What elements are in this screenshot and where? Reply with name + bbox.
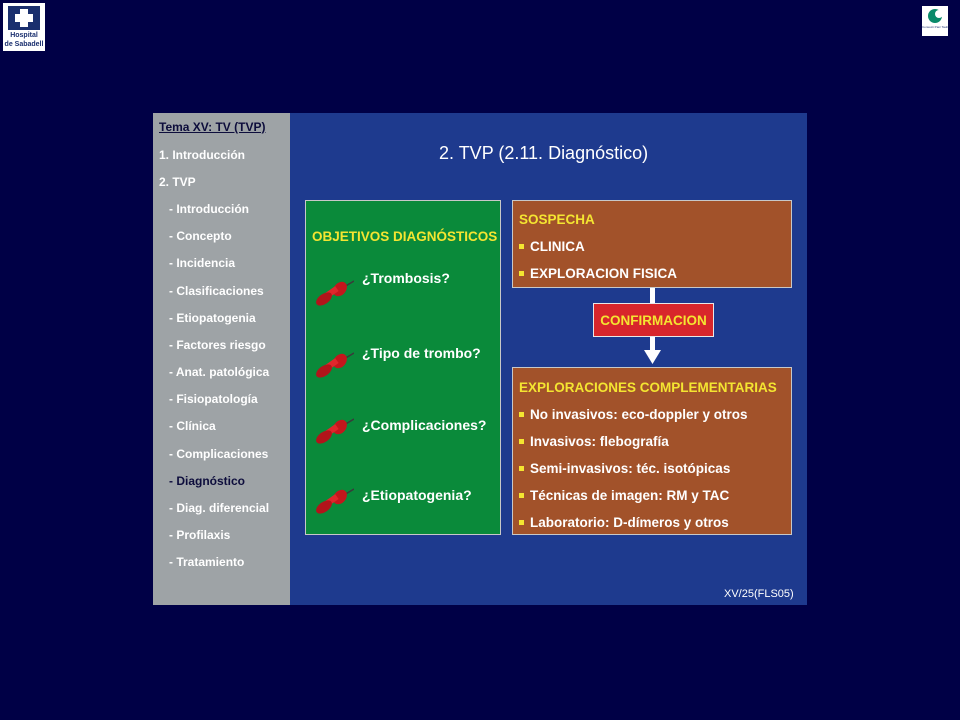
- sidebar-item-introduccion-1[interactable]: 1. Introducción: [159, 148, 246, 162]
- question-tipo-trombo: ¿Tipo de trombo?: [362, 345, 481, 361]
- exploraciones-item: [519, 461, 730, 476]
- sidebar-item-introduccion[interactable]: - Introducción: [169, 202, 249, 216]
- exploraciones-item: [519, 434, 669, 449]
- connector-line-upper: [650, 288, 655, 303]
- sospecha-item: [519, 239, 585, 254]
- consorci-logo-text: Consorci Parc Taulí: [922, 25, 948, 29]
- exploraciones-item-text: Laboratorio: D-dímeros y otros: [530, 515, 729, 530]
- exploraciones-box: [512, 367, 792, 535]
- square-bullet-icon: [519, 271, 524, 276]
- sospecha-box: [512, 200, 792, 288]
- objetivos-title: OBJETIVOS DIAGNÓSTICOS: [312, 229, 498, 244]
- hospital-cross-icon: [8, 6, 40, 30]
- pushpin-icon: [314, 485, 354, 517]
- exploraciones-title: EXPLORACIONES COMPLEMENTARIAS: [519, 380, 777, 395]
- sidebar-item-diag-diferencial[interactable]: - Diag. diferencial: [169, 501, 270, 515]
- question-complicaciones: ¿Complicaciones?: [362, 417, 487, 433]
- exploraciones-item-text: Técnicas de imagen: RM y TAC: [530, 488, 730, 503]
- exploraciones-item-text: No invasivos: eco-doppler y otros: [530, 407, 748, 422]
- pushpin-icon: [314, 349, 354, 381]
- square-bullet-icon: [519, 520, 524, 525]
- pushpin-icon: [314, 277, 354, 309]
- sidebar-item-incidencia[interactable]: - Incidencia: [169, 256, 236, 270]
- hospital-logo: [3, 3, 45, 51]
- consorci-mark-icon: [922, 6, 948, 26]
- exploraciones-item-text: Invasivos: flebografía: [530, 434, 669, 449]
- pushpin-icon: [314, 415, 354, 447]
- sidebar-item-fisiopatologia[interactable]: - Fisiopatología: [169, 392, 258, 406]
- square-bullet-icon: [519, 493, 524, 498]
- sospecha-item: [519, 266, 677, 281]
- sidebar-item-tvp[interactable]: 2. TVP: [159, 175, 196, 189]
- sidebar-item-etiopatogenia[interactable]: - Etiopatogenia: [169, 311, 256, 325]
- question-etiopatogenia: ¿Etiopatogenia?: [362, 487, 472, 503]
- exploraciones-item: [519, 515, 729, 530]
- sidebar-item-concepto[interactable]: - Concepto: [169, 229, 232, 243]
- sidebar-item-clasificaciones[interactable]: - Clasificaciones: [169, 284, 264, 298]
- sidebar-item-anat-patologica[interactable]: - Anat. patológica: [169, 365, 270, 379]
- slide: [153, 113, 807, 605]
- sidebar-topic-title[interactable]: Tema XV: TV (TVP): [159, 120, 266, 134]
- objetivos-box: [305, 200, 501, 535]
- exploraciones-item-text: Semi-invasivos: téc. isotópicas: [530, 461, 731, 476]
- sospecha-item-text: EXPLORACION FISICA: [530, 266, 678, 281]
- consorci-logo: [922, 6, 948, 36]
- sidebar-item-clinica[interactable]: - Clínica: [169, 419, 216, 433]
- sospecha-title: SOSPECHA: [519, 212, 595, 227]
- hospital-logo-line2: de Sabadell: [4, 41, 44, 48]
- square-bullet-icon: [519, 244, 524, 249]
- slide-code: XV/25(FLS05): [724, 588, 794, 600]
- confirmacion-box: [593, 303, 714, 337]
- question-trombosis: ¿Trombosis?: [362, 270, 450, 286]
- sidebar-item-factores-riesgo[interactable]: - Factores riesgo: [169, 338, 266, 352]
- arrow-down-icon: [644, 350, 661, 364]
- square-bullet-icon: [519, 439, 524, 444]
- confirmacion-label: CONFIRMACION: [600, 313, 707, 328]
- square-bullet-icon: [519, 466, 524, 471]
- square-bullet-icon: [519, 412, 524, 417]
- slide-title: 2. TVP (2.11. Diagnóstico): [439, 143, 649, 163]
- sidebar-item-diagnostico[interactable]: - Diagnóstico: [169, 474, 246, 488]
- sospecha-item-text: CLINICA: [530, 239, 585, 254]
- sidebar-item-profilaxis[interactable]: - Profilaxis: [169, 528, 231, 542]
- sidebar: [153, 113, 290, 605]
- exploraciones-item: [519, 407, 748, 422]
- exploraciones-item: [519, 488, 729, 503]
- sidebar-item-tratamiento[interactable]: - Tratamiento: [169, 555, 245, 569]
- hospital-logo-line1: Hospital: [10, 32, 38, 39]
- sidebar-item-complicaciones[interactable]: - Complicaciones: [169, 447, 269, 461]
